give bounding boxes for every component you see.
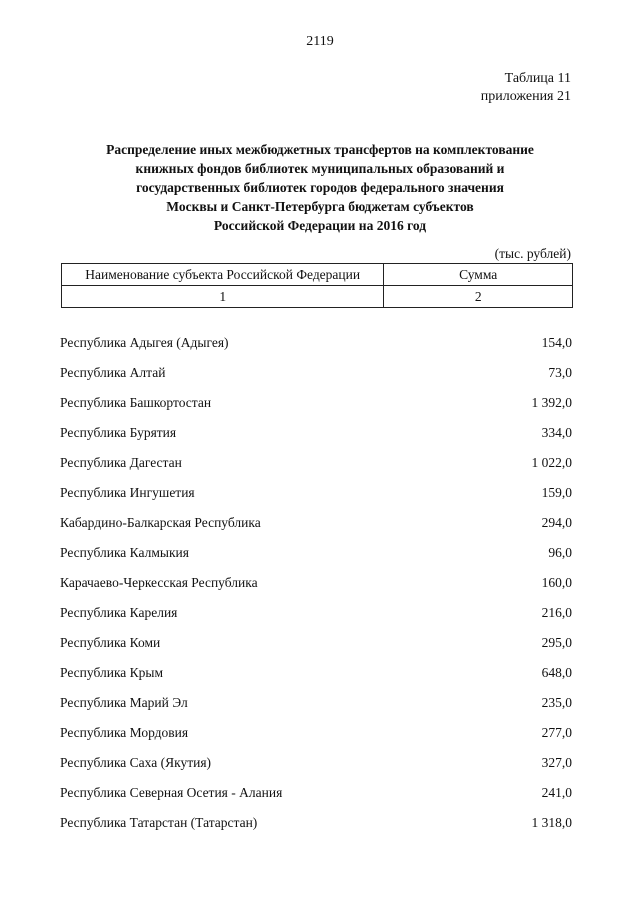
- title-line: Российской Федерации на 2016 год: [213, 218, 427, 233]
- region-name: Республика Коми: [60, 635, 161, 650]
- region-name: Республика Северная Осетия - Алания: [60, 785, 283, 800]
- region-name: Республика Марий Эл: [60, 695, 188, 710]
- region-sum: 73,0: [548, 365, 572, 380]
- region-sum: 241,0: [541, 785, 572, 800]
- column-number-row: [62, 286, 573, 308]
- region-name: Республика Ингушетия: [60, 485, 195, 500]
- table-row: [60, 362, 572, 392]
- table-row: [60, 812, 572, 842]
- region-name: Республика Карелия: [60, 605, 178, 620]
- region-sum: 216,0: [541, 605, 572, 620]
- header-sum: Сумма: [384, 264, 573, 286]
- region-sum: 648,0: [541, 665, 572, 680]
- table-row: [60, 602, 572, 632]
- region-sum: 154,0: [541, 335, 572, 350]
- region-sum: 294,0: [541, 515, 572, 530]
- column-number-1: 1: [62, 286, 384, 308]
- table-row: [60, 482, 572, 512]
- table-row: [60, 392, 572, 422]
- region-sum: 277,0: [541, 725, 572, 740]
- table-row: [60, 782, 572, 812]
- table-row: [60, 692, 572, 722]
- title-line: Распределение иных межбюджетных трансфертов на комплектование: [106, 142, 534, 157]
- table-reference: [481, 70, 571, 106]
- region-sum: 1 022,0: [531, 455, 572, 470]
- region-name: Республика Адыгея (Адыгея): [60, 335, 229, 350]
- table-row: [60, 332, 572, 362]
- region-name: Республика Саха (Якутия): [60, 755, 212, 770]
- table-row: [60, 662, 572, 692]
- region-name: Республика Башкортостан: [60, 395, 212, 410]
- table-row: [60, 422, 572, 452]
- region-sum: 1 318,0: [531, 815, 572, 830]
- region-sum: 295,0: [541, 635, 572, 650]
- region-name: Республика Крым: [60, 665, 164, 680]
- table-row: [60, 452, 572, 482]
- column-number-2: 2: [384, 286, 573, 308]
- table-row: [60, 752, 572, 782]
- table-body: [60, 332, 572, 842]
- region-sum: 96,0: [548, 545, 572, 560]
- region-name: Республика Калмыкия: [60, 545, 189, 560]
- region-name: Республика Алтай: [60, 365, 166, 380]
- table-header: [61, 263, 573, 308]
- region-sum: 327,0: [541, 755, 572, 770]
- region-sum: 160,0: [541, 575, 572, 590]
- page-number: 2119: [306, 34, 334, 49]
- region-name: Республика Татарстан (Татарстан): [60, 815, 258, 830]
- table-row: [60, 542, 572, 572]
- region-sum: 334,0: [541, 425, 572, 440]
- header-row: [62, 264, 573, 286]
- table-row: [60, 722, 572, 752]
- document-title: [40, 140, 600, 235]
- title-line: государственных библиотек городов федерального значения: [136, 180, 504, 195]
- region-sum: 159,0: [541, 485, 572, 500]
- header-name: Наименование субъекта Российской Федерации: [62, 264, 384, 286]
- appendix-number: приложения 21: [480, 89, 571, 104]
- region-name: Республика Дагестан: [60, 455, 182, 470]
- region-name: Кабардино-Балкарская Республика: [60, 515, 261, 530]
- region-sum: 235,0: [541, 695, 572, 710]
- table-row: [60, 632, 572, 662]
- table-row: [60, 512, 572, 542]
- region-sum: 1 392,0: [531, 395, 572, 410]
- units-label: (тыс. рублей): [494, 246, 571, 261]
- title-line: Москвы и Санкт-Петербурга бюджетам субъектов: [166, 199, 474, 214]
- title-line: книжных фондов библиотек муниципальных образований и: [135, 161, 505, 176]
- region-name: Карачаево-Черкесская Республика: [60, 575, 258, 590]
- table-number: Таблица 11: [504, 71, 571, 86]
- region-name: Республика Бурятия: [60, 425, 177, 440]
- region-name: Республика Мордовия: [60, 725, 189, 740]
- table-row: [60, 572, 572, 602]
